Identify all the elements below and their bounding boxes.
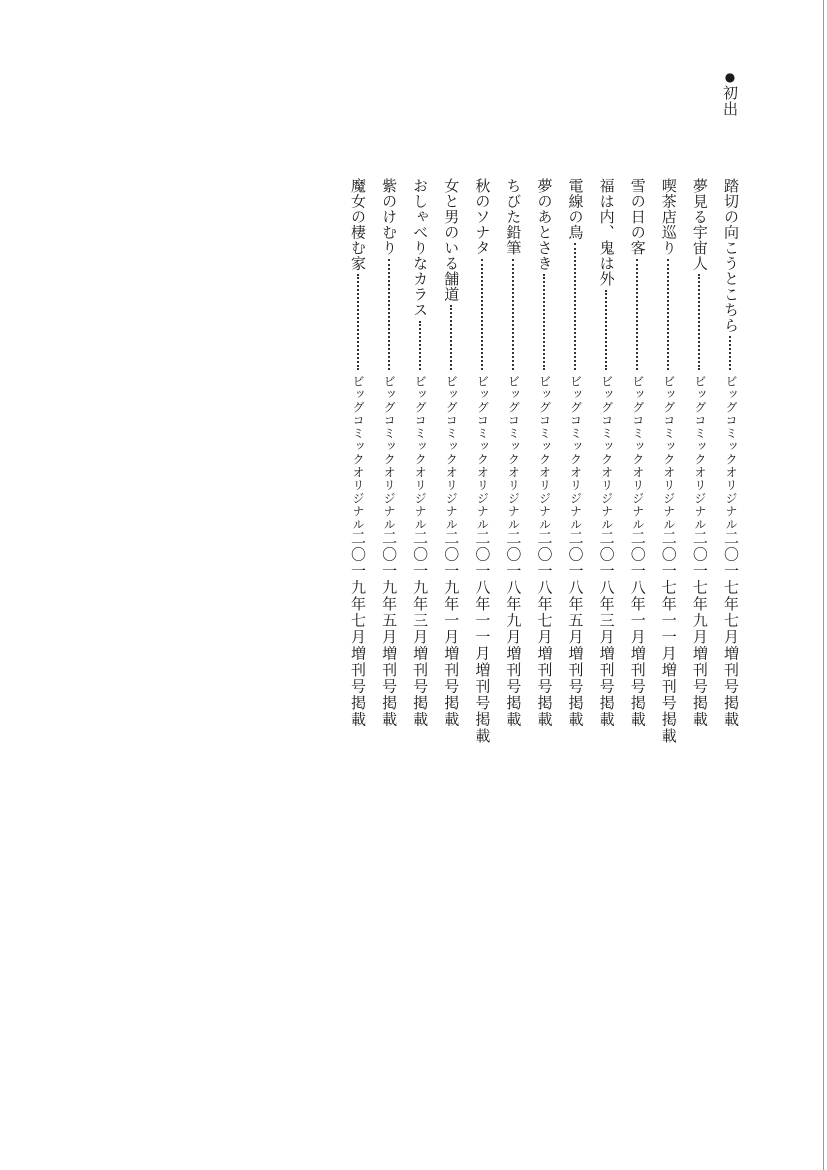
magazine-name: ビッグコミックオリジナル: [630, 375, 645, 531]
magazine-name: ビッグコミックオリジナル: [475, 375, 490, 531]
magazine-name: ビッグコミックオリジナル: [351, 375, 365, 531]
story-title: 福は内、鬼は外: [597, 178, 616, 287]
publication-date: 二〇一八年三月増刊号掲載: [597, 530, 616, 728]
magazine-name: ビッグコミックオリジナル: [568, 375, 583, 531]
story-title: 喫茶店巡り: [659, 178, 678, 256]
story-title: 紫のけむり: [380, 178, 399, 256]
story-title: 魔女の棲む家: [349, 178, 367, 271]
publication-date: 二〇一七年九月増刊号掲載: [690, 530, 709, 728]
story-title: 夢のあとさき: [535, 178, 554, 271]
story-title: 雪の日の客: [628, 178, 647, 256]
first-appearance-list: [344, 178, 744, 745]
publication-date: 二〇一九年七月増刊号掲載: [349, 530, 367, 728]
magazine-name: ビッグコミックオリジナル: [723, 375, 738, 531]
magazine-name: ビッグコミックオリジナル: [537, 375, 552, 531]
list-item: [468, 178, 495, 745]
story-title: おしゃべりなカラス: [411, 178, 430, 318]
dot-leader: [357, 274, 359, 370]
publication-date: 二〇一八年九月増刊号掲載: [504, 530, 523, 728]
dot-leader: [698, 274, 700, 370]
dot-leader: [574, 243, 576, 370]
dot-leader: [419, 321, 421, 371]
dot-leader: [729, 336, 731, 370]
publication-date: 二〇一八年七月増刊号掲載: [535, 530, 554, 728]
magazine-name: ビッグコミックオリジナル: [413, 375, 428, 531]
story-title: ちびた鉛筆: [504, 178, 523, 256]
list-item: [686, 178, 713, 728]
list-item: [717, 178, 744, 728]
dot-leader: [512, 259, 514, 371]
magazine-name: ビッグコミックオリジナル: [444, 375, 459, 531]
publication-date: 二〇一七年七月増刊号掲載: [721, 530, 740, 728]
list-item: [499, 178, 526, 728]
publication-date: 二〇一九年一月増刊号掲載: [442, 530, 461, 728]
story-title: 夢見る宇宙人: [690, 178, 709, 271]
publication-date: 二〇一九年三月増刊号掲載: [411, 530, 430, 728]
magazine-name: ビッグコミックオリジナル: [661, 375, 676, 531]
list-item: [624, 178, 651, 728]
dot-leader: [450, 305, 452, 370]
bullet-icon: ●: [723, 70, 737, 85]
section-heading: [717, 70, 743, 117]
list-item: [655, 178, 682, 745]
list-item: [375, 178, 402, 728]
publication-date: 二〇一八年一一月増刊号掲載: [473, 530, 492, 745]
list-item: [562, 178, 589, 728]
heading-label: 初出: [721, 85, 739, 117]
magazine-name: ビッグコミックオリジナル: [692, 375, 707, 531]
story-title: 女と男のいる舗道: [442, 178, 461, 302]
dot-leader: [543, 274, 545, 370]
dot-leader: [388, 259, 390, 371]
magazine-name: ビッグコミックオリジナル: [599, 375, 614, 531]
story-title: 秋のソナタ: [473, 178, 492, 256]
dot-leader: [667, 259, 669, 371]
dot-leader: [636, 259, 638, 371]
list-item: [530, 178, 557, 728]
dot-leader: [481, 259, 483, 371]
list-item: [344, 178, 371, 728]
magazine-name: ビッグコミックオリジナル: [506, 375, 521, 531]
publication-date: 二〇一八年一月増刊号掲載: [628, 530, 647, 728]
publication-date: 二〇一九年五月増刊号掲載: [380, 530, 399, 728]
dot-leader: [605, 290, 607, 371]
list-item: [406, 178, 433, 728]
page-edge-line: [823, 0, 824, 1170]
list-item: [593, 178, 620, 728]
list-item: [437, 178, 464, 728]
publication-date: 二〇一七年一一月増刊号掲載: [659, 530, 678, 745]
magazine-name: ビッグコミックオリジナル: [382, 375, 397, 531]
story-title: 電線の鳥: [566, 178, 585, 240]
story-title: 踏切の向こうとこちら: [721, 178, 740, 333]
publication-date: 二〇一八年五月増刊号掲載: [566, 530, 585, 728]
